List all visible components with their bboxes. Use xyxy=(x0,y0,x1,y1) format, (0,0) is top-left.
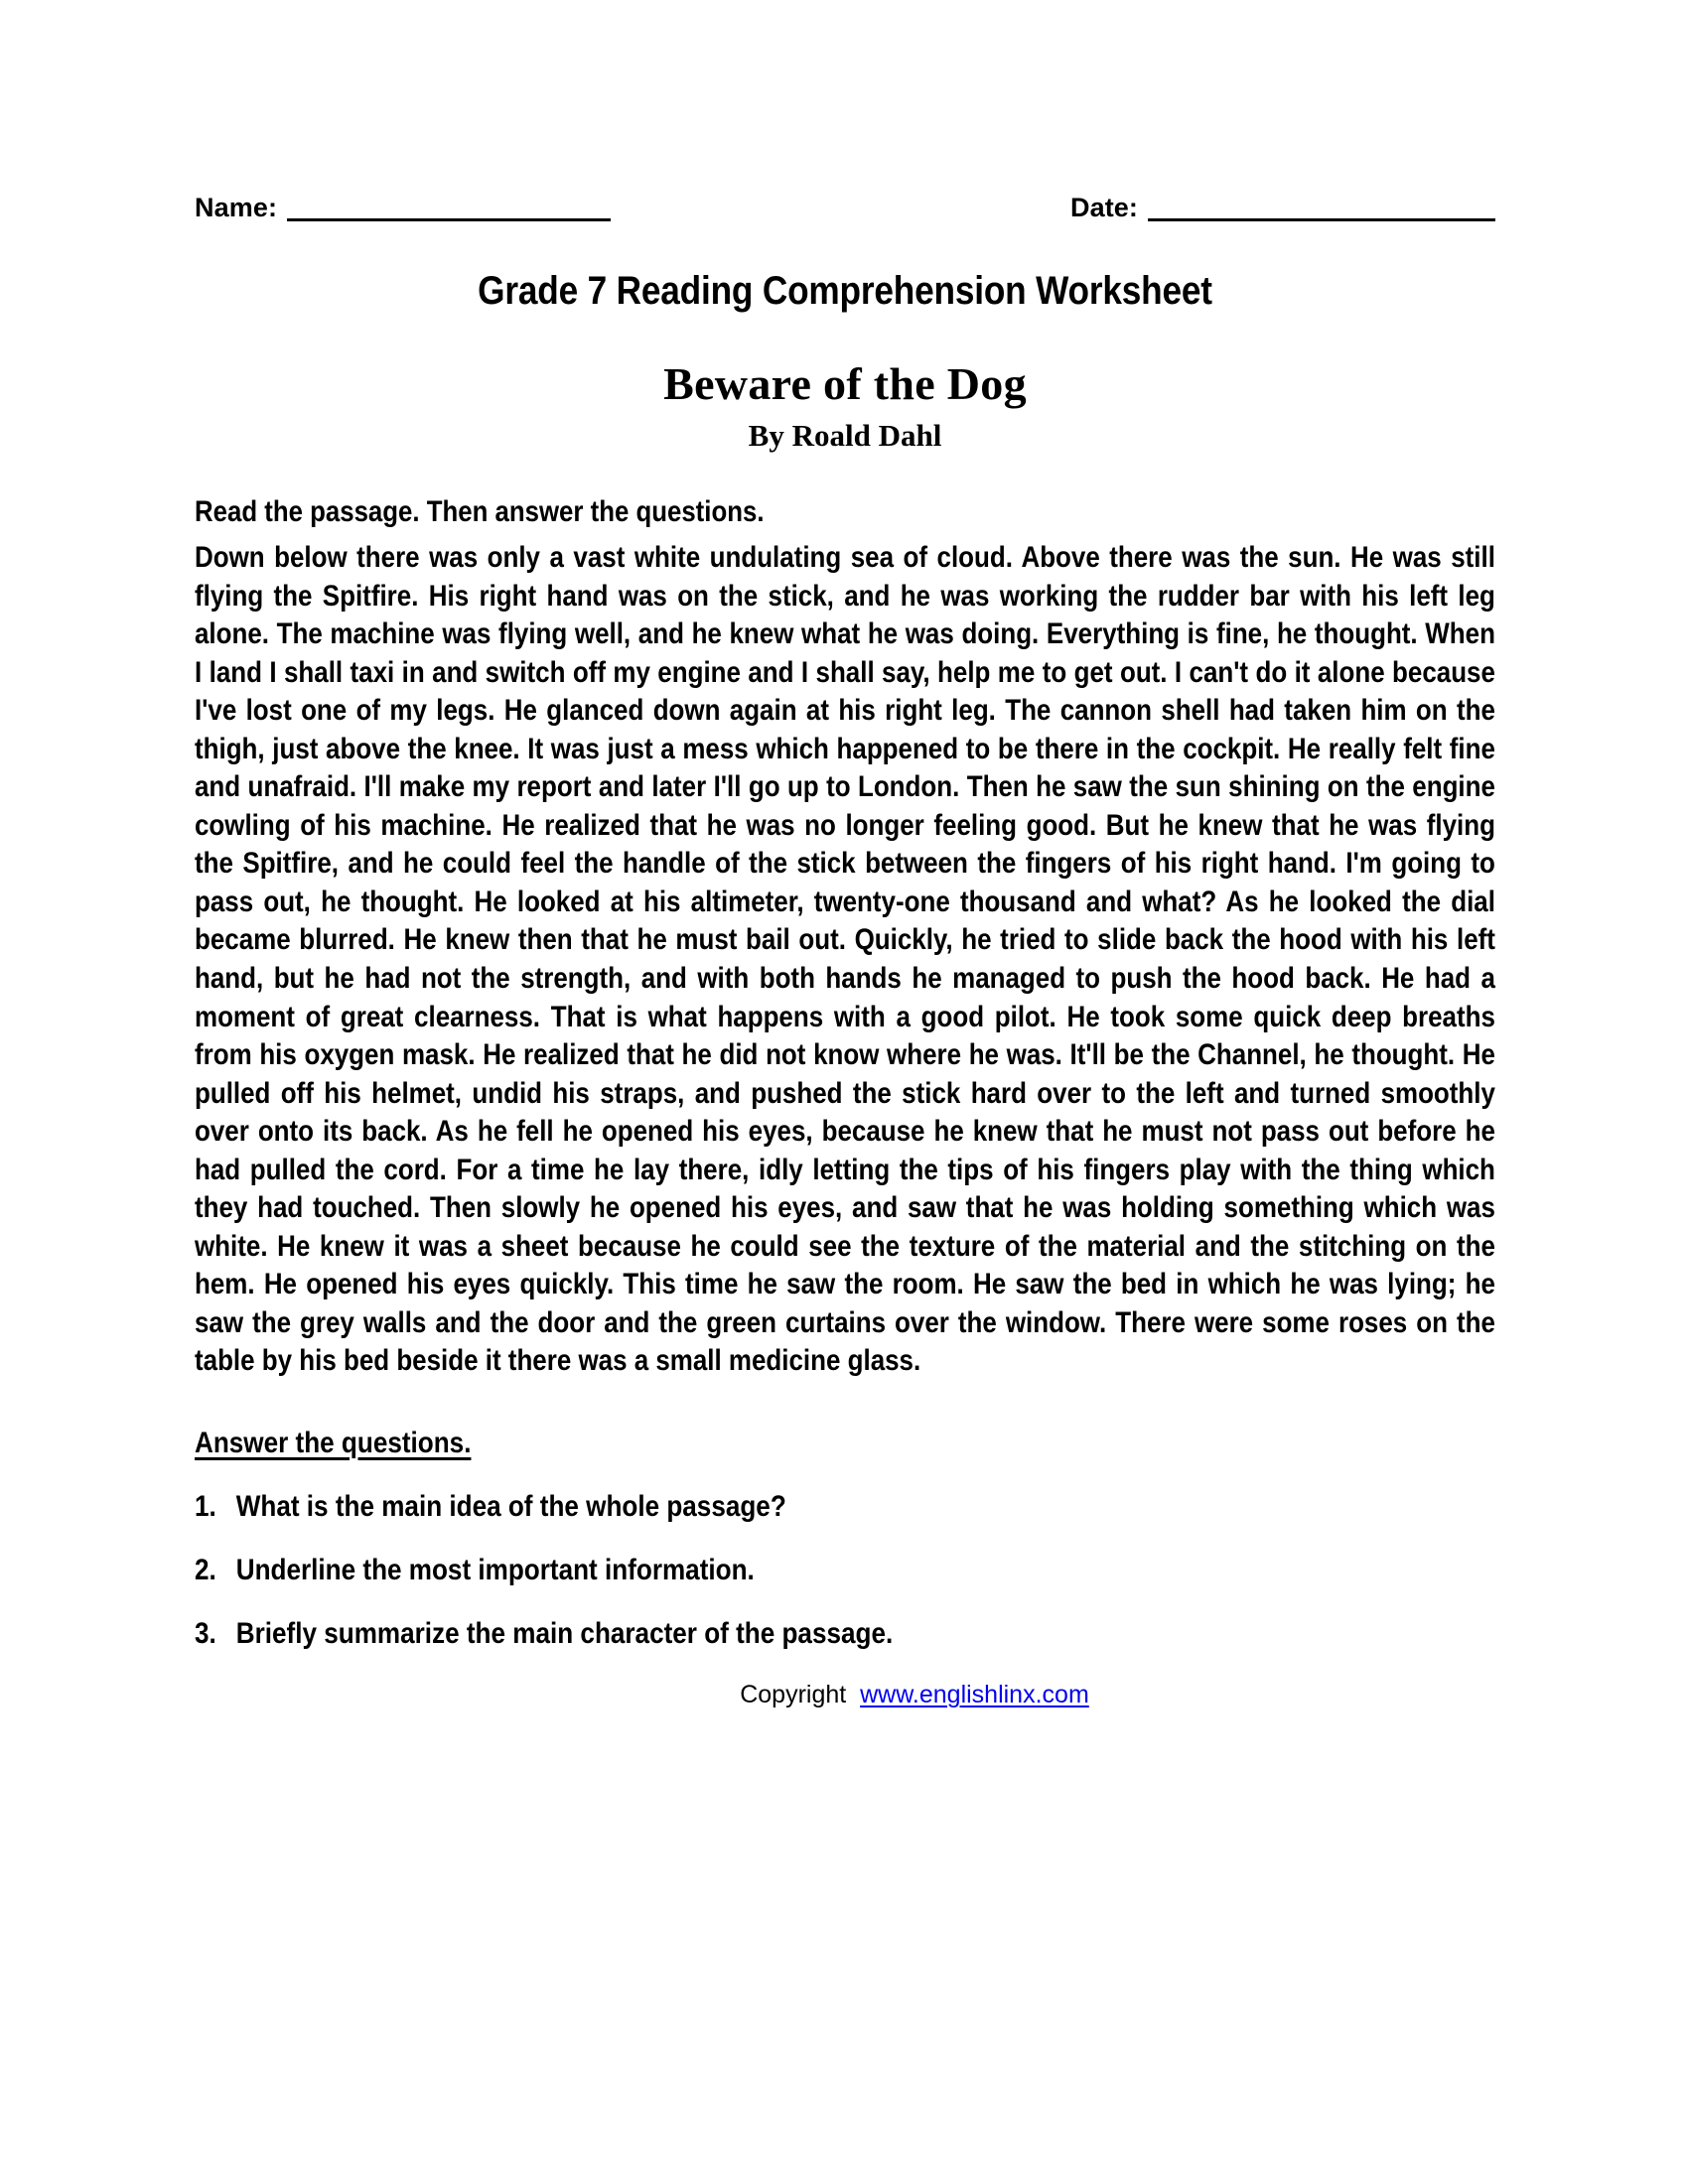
passage-text: Down below there was only a vast white undulating sea of cloud. Above there was the sun. He was still flying the Spitfire. His right hand was on the stick, and he was working the rudder bar with his left leg alone. The machine was flying well, and he knew what he was doing. Everything is fine, he thought. When I land I shall taxi in and switch off my engine and I shall say, help me to get out. I can't do it alone because I've lost one of my legs. He glanced down again at his right leg. The cannon shell had taken him on the thigh, just above the knee. It was just a mess which happened to be there in the cockpit. He really felt fine and unafraid. I'll make my report and later I'll go up to London. Then he saw the sun shining on the engine cowling of his machine. He realized that he was no longer feeling good. But he knew that he was flying the Spitfire, and he could feel the handle of the stick between the fingers of his right hand. I'm going to pass out, he thought. He looked at his altimeter, twenty-one thousand and what? As he looked the dial became blurred. He knew then that he must bail out. Quickly, he tried to slide back the hood with his left hand, but he had not the strength, and with both hands he managed to push the hood back. He had a moment of great clearness. That is what happens with a good pilot. He took some quick deep breaths from his oxygen mask. He realized that he did not know where he was. It'll be the Channel, he thought. He pulled off his helmet, undid his straps, and pushed the stick hard over to the left and turned smoothly over onto its back. As he fell he opened his eyes, because he knew that he must not pass out before he had pulled the cord. For a time he lay there, idly letting the tips of his fingers play with the thing which they had touched. Then slowly he opened his eyes, and saw that he was holding something which was white. He knew it was a sheet because he could see the texture of the material and the stitching on the hem. He opened his eyes quickly. This time he saw the room. He saw the bed in which he was lying; he saw the grey walls and the door and the green curtains over the window. There were some roses on the table by his bed beside it there was a small medicine glass. xyxy=(195,541,1495,1378)
name-write-line[interactable] xyxy=(287,217,611,221)
question-number: 2. xyxy=(195,1554,216,1587)
question-list xyxy=(195,1490,1495,1651)
name-date-row xyxy=(195,0,1495,221)
story-author: By Roald Dahl xyxy=(748,418,942,453)
englishlinx-link[interactable]: www.englishlinx.com xyxy=(860,1681,1089,1709)
date-label: Date: xyxy=(1069,193,1138,222)
story-title: Beware of the Dog xyxy=(663,358,1027,409)
copyright-footer xyxy=(334,1681,1495,1709)
question-text: Briefly summarize the main character of the passage. xyxy=(235,1617,894,1651)
question-item[interactable] xyxy=(195,1617,1496,1651)
page-title: Grade 7 Reading Comprehension Worksheet xyxy=(478,269,1212,313)
question-item[interactable] xyxy=(195,1554,1496,1587)
question-item[interactable] xyxy=(195,1490,1496,1524)
date-field[interactable] xyxy=(1070,195,1495,221)
copyright-label: Copyright xyxy=(740,1681,847,1709)
question-number: 1. xyxy=(195,1490,216,1524)
answer-heading-wrap xyxy=(195,1381,1495,1460)
question-number: 3. xyxy=(195,1617,216,1651)
worksheet-content xyxy=(195,0,1495,1709)
reading-instruction: Read the passage. Then answer the questions. xyxy=(195,495,765,528)
name-field[interactable] xyxy=(195,195,611,221)
question-text: What is the main idea of the whole passage? xyxy=(235,1490,786,1524)
question-text: Underline the most important information. xyxy=(235,1554,755,1587)
date-write-line[interactable] xyxy=(1148,217,1495,221)
name-label: Name: xyxy=(195,193,278,222)
answer-heading: Answer the questions. xyxy=(195,1427,472,1460)
